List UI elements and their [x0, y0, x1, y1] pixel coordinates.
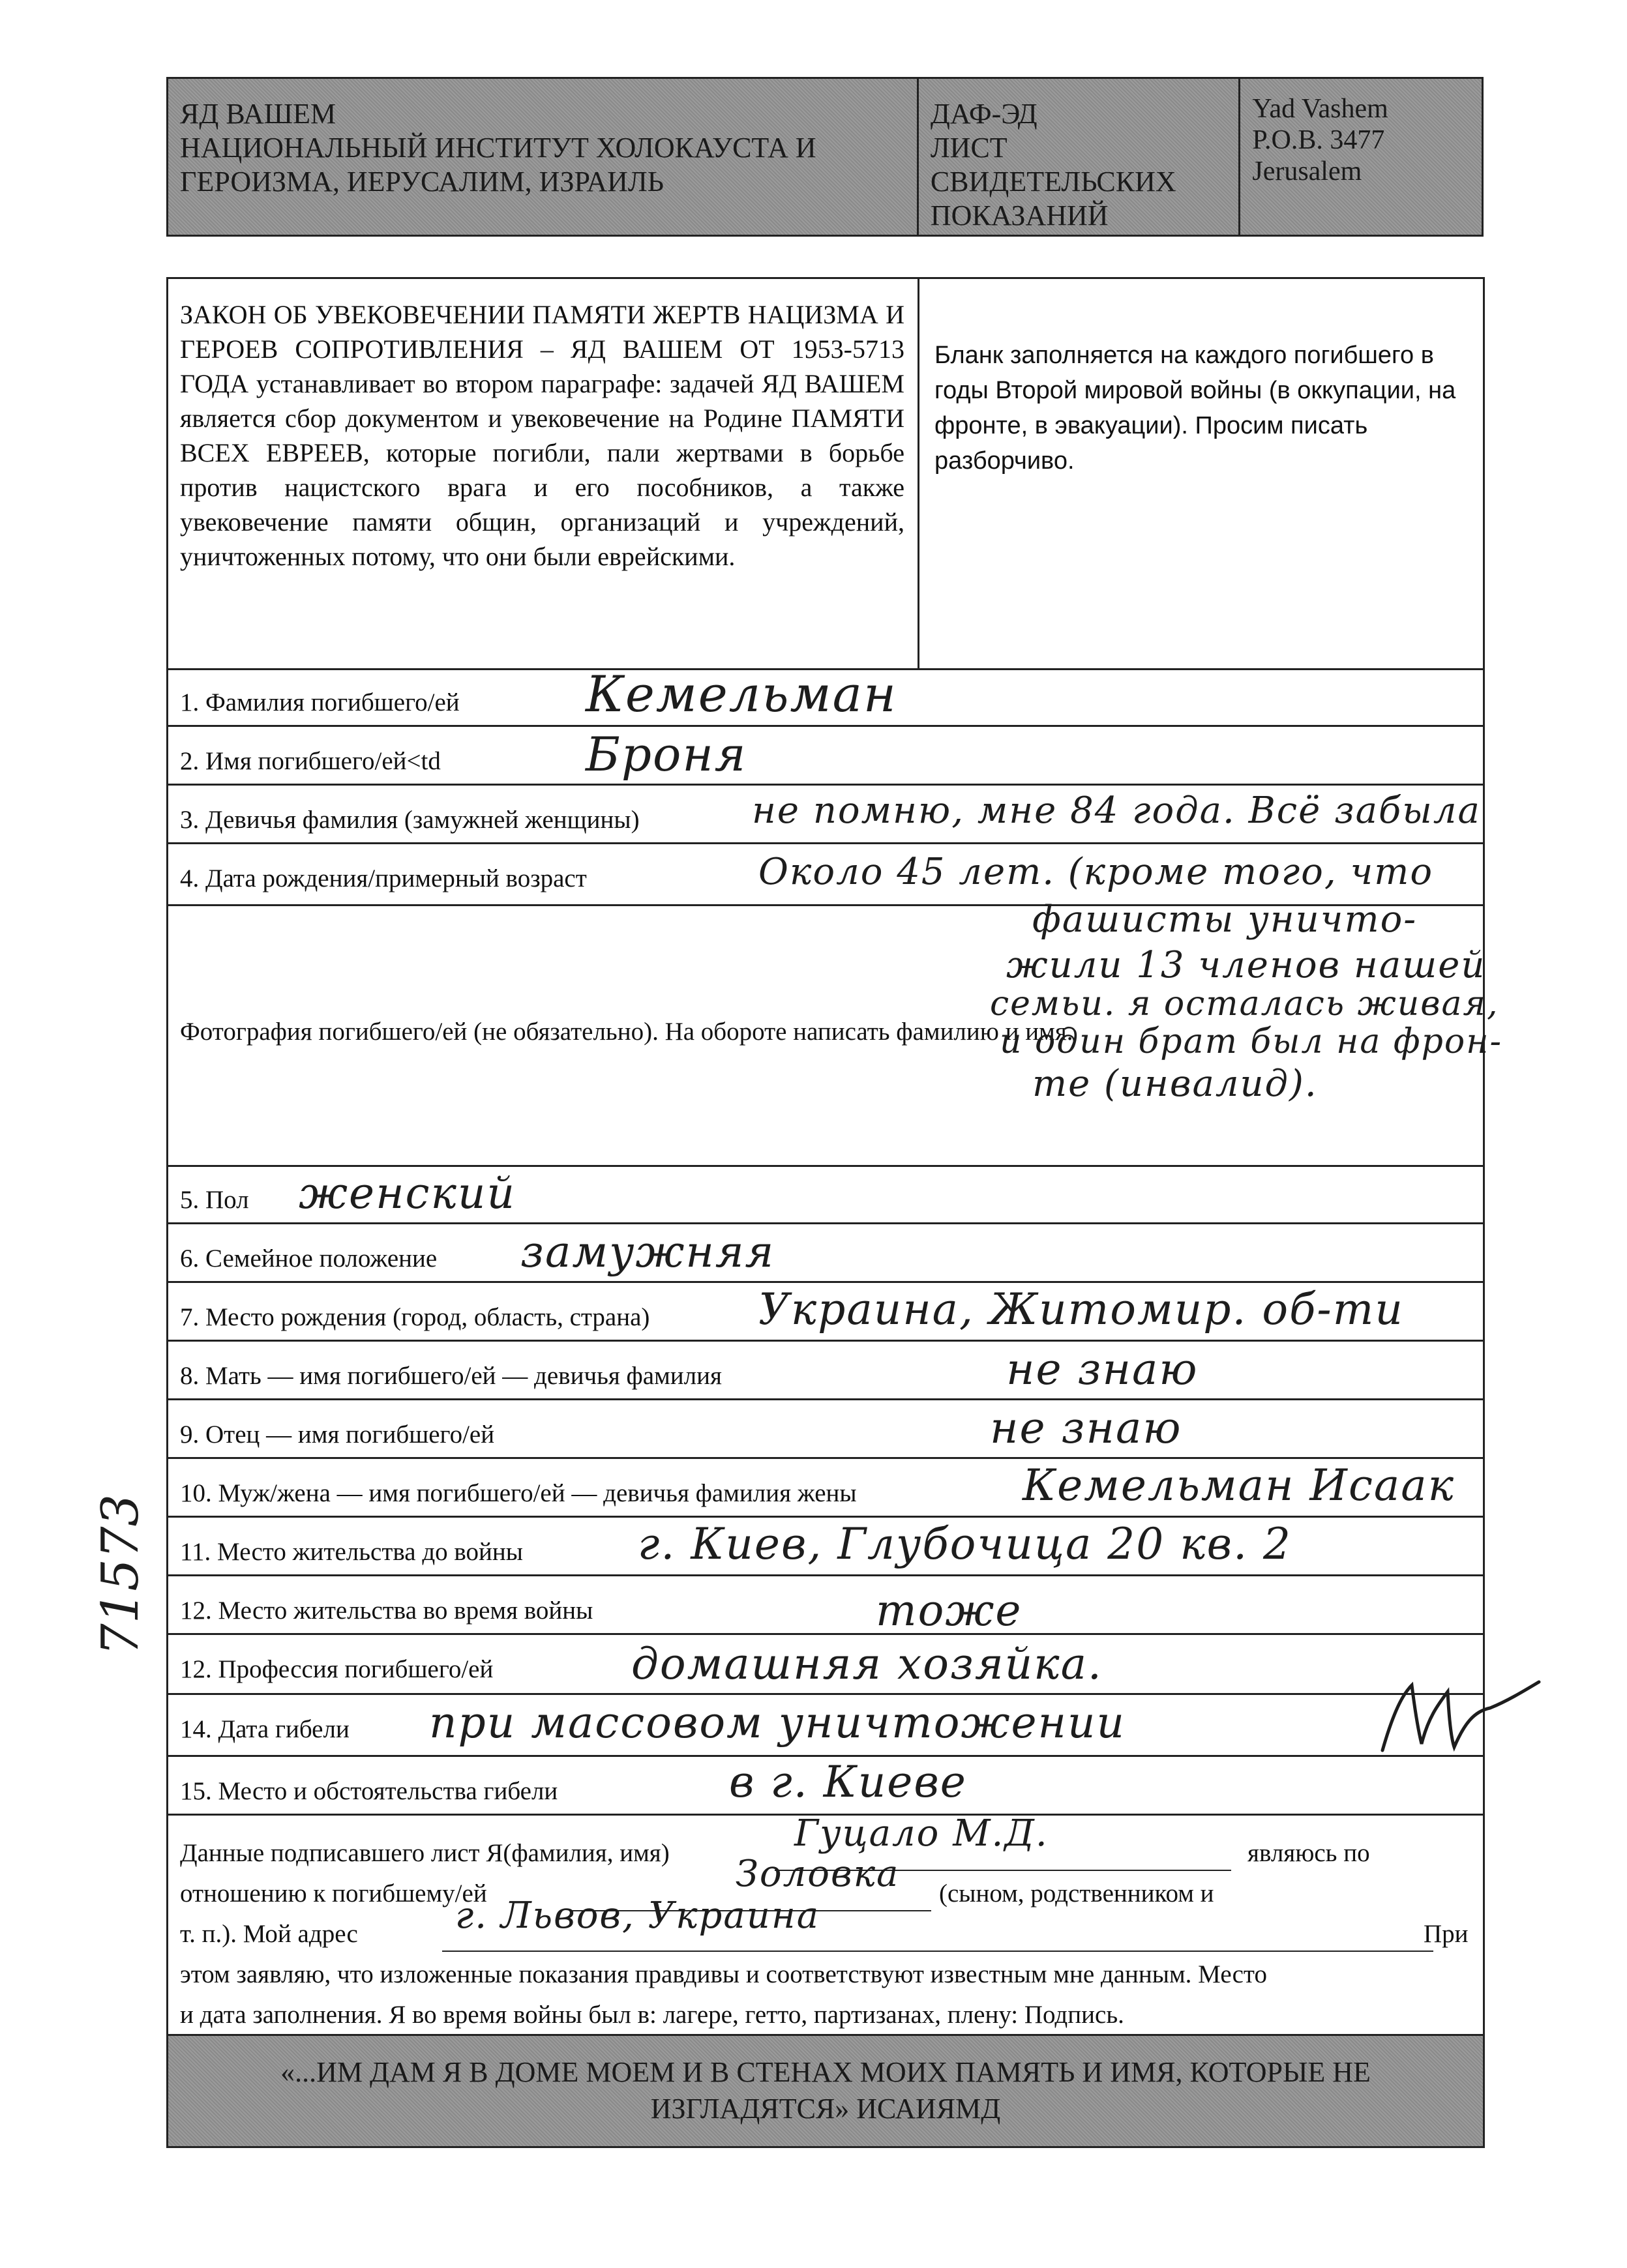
field-label: 15. Место и обстоятельства гибели — [180, 1777, 558, 1805]
signatory-address[interactable]: г. Львов, Украина — [455, 1894, 820, 1937]
signatory-line3-prefix: т. п.). Мой адрес — [180, 1920, 358, 1948]
signatory-declaration: этом заявляю, что изложенные показания правдивы и соответствуют известным мне данным. Место — [180, 1960, 1267, 1988]
field-value[interactable]: тоже — [876, 1585, 1022, 1636]
field-value[interactable]: не помню, мне 84 года. Всё забыла — [752, 789, 1481, 832]
field-label: 1. Фамилия погибшего/ей — [180, 688, 460, 716]
field-value[interactable]: Украина, Житомир. об-ти — [758, 1284, 1404, 1334]
field-row-birthplace — [168, 1283, 1483, 1342]
footer-quote — [168, 2034, 1483, 2146]
signatory-line1-prefix: Данные подписавшего лист Я(фамилия, имя) — [180, 1839, 670, 1867]
field-value-line[interactable]: семьи. я осталась живая, — [990, 984, 1499, 1024]
field-label: 8. Мать — имя погибшего/ей — девичья фамилия — [180, 1362, 722, 1390]
header-org-line: ГЕРОИЗМА, ИЕРУСАЛИМ, ИЗРАИЛЬ — [180, 166, 664, 198]
field-label: 4. Дата рождения/примерный возраст — [180, 864, 587, 892]
field-label: 12. Место жительства во время войны — [180, 1597, 593, 1625]
field-value[interactable]: г. Киев, Глубочица 20 кв. 2 — [638, 1519, 1292, 1569]
field-value[interactable]: замужняя — [520, 1227, 775, 1277]
field-row-first-name — [168, 727, 1483, 786]
header-org-line: НАЦИОНАЛЬНЫЙ ИНСТИТУТ ХОЛОКАУСТА И — [180, 132, 816, 164]
signatory-address-underline — [442, 1951, 1433, 1952]
field-row-birth-date — [168, 844, 1483, 906]
field-label: Фотография погибшего/ей (не обязательно). На обороте написать фамилию и имя. — [180, 1018, 1073, 1046]
field-value[interactable]: в г. Киеве — [729, 1757, 967, 1807]
signatory-line2-suffix: (сыном, родственником и — [939, 1879, 1214, 1907]
field-value-line[interactable]: фашисты уничто- — [1032, 898, 1418, 941]
field-value[interactable]: не знаю — [990, 1403, 1182, 1453]
field-value[interactable]: не знаю — [1006, 1344, 1199, 1394]
field-label: 9. Отец — имя погибшего/ей — [180, 1421, 495, 1449]
header-address-line: Jerusalem — [1252, 156, 1362, 186]
header-address-line: Yad Vashem — [1252, 94, 1388, 124]
header-form-title — [919, 79, 1241, 235]
header-form-line: ЛИСТ — [930, 132, 1008, 164]
field-label: 6. Семейное положение — [180, 1244, 438, 1273]
field-row-surname — [168, 665, 1483, 727]
field-value[interactable]: Кемельман Исаак — [1022, 1460, 1455, 1510]
law-text: ЗАКОН ОБ УВЕКОВЕЧЕНИИ ПАМЯТИ ЖЕРТВ НАЦИЗМА И ГЕРОЕВ СОПРОТИВЛЕНИЯ – ЯД ВАШЕМ ОТ 1953-5713 ГОДА устанавливает во втором параграфе: задачей ЯД ВАШЕМ является сбор документом и увековечение на Родине ПАМЯТИ ВСЕХ ЕВРЕЕВ, которые погибли, пали жертвами в борьбе против нацистского врага и его пособников, а также увековечение памяти общин, организаций и учреждений, уничтоженных потому, что они были еврейскими. — [168, 279, 919, 668]
header-form-line: ДАФ-ЭД — [930, 98, 1037, 130]
field-row-wartime-residence — [168, 1576, 1483, 1635]
field-row-sex — [168, 1167, 1483, 1224]
field-label: 3. Девичья фамилия (замужней женщины) — [180, 806, 640, 834]
field-row-mother — [168, 1342, 1483, 1400]
field-row-maiden-name — [168, 786, 1483, 844]
field-row-spouse — [168, 1459, 1483, 1518]
field-row-prewar-residence — [168, 1518, 1483, 1576]
field-value[interactable]: при массовом уничтожении — [429, 1698, 1126, 1748]
signatory-line1-suffix: являюсь по — [1247, 1839, 1370, 1867]
margin-record-number: 71573 — [91, 1494, 150, 1656]
header-org — [168, 79, 919, 235]
signatory-section — [168, 1812, 1483, 2029]
field-row-photo — [168, 898, 1503, 1167]
field-row-death-place — [168, 1757, 1483, 1816]
header-banner — [166, 77, 1484, 237]
field-label: 2. Имя погибшего/ей<td — [180, 747, 441, 775]
header-address — [1240, 79, 1482, 235]
header-form-line: ПОКАЗАНИЙ — [930, 199, 1109, 231]
field-value-line[interactable]: те (инвалид). — [1032, 1063, 1318, 1105]
field-value-line[interactable]: и один брат был на фрон- — [1000, 1022, 1503, 1061]
field-row-profession — [168, 1635, 1483, 1695]
footer-quote-line: ИЗГЛАДЯТСЯ» ИСАИЯМД — [650, 2093, 1001, 2125]
signatory-name[interactable]: Гуцало М.Д. — [794, 1812, 1049, 1855]
signatory-relation[interactable]: Золовка — [736, 1853, 900, 1895]
field-label: 5. Пол — [180, 1186, 249, 1214]
field-label: 14. Дата гибели — [180, 1715, 350, 1743]
signatory-wartime-status: и дата заполнения. Я во время войны был в: лагере, гетто, партизанах, плену: Подпись. — [180, 2001, 1124, 2029]
field-value-line[interactable]: жили 13 членов нашей — [1006, 944, 1486, 986]
form-body — [166, 277, 1503, 2148]
instructions-text: Бланк заполняется на каждого погибшего в годы Второй мировой войны (в оккупации, на фронте, в эвакуации). Просим писать разборчиво. — [934, 342, 1456, 475]
field-label: 10. Муж/жена — имя погибшего/ей — девичья фамилия жены — [180, 1479, 857, 1507]
intro-section — [168, 279, 1483, 670]
footer-quote-line: «...ИМ ДАМ Я В ДОМЕ МОЕМ И В СТЕНАХ МОИХ ПАМЯТЬ И ИМЯ, КОТОРЫЕ НЕ — [280, 2056, 1371, 2088]
field-label: 12. Профессия погибшего/ей — [180, 1655, 494, 1683]
field-value[interactable]: Около 45 лет. (кроме того, что — [758, 851, 1434, 893]
signatory-line2-prefix: отношению к погибшему/ей — [180, 1879, 487, 1907]
signature-mark — [1376, 1666, 1545, 1763]
field-label: 11. Место жительства до войны — [180, 1538, 524, 1566]
header-address-line: P.O.B. 3477 — [1252, 125, 1385, 155]
field-row-father — [168, 1400, 1483, 1459]
field-row-marital-status — [168, 1224, 1483, 1283]
header-form-line: СВИДЕТЕЛЬСКИХ — [930, 166, 1176, 198]
field-value[interactable]: женский — [299, 1168, 516, 1218]
field-label: 7. Место рождения (город, область, страна) — [180, 1303, 650, 1331]
field-value[interactable]: Кемельман — [586, 665, 897, 723]
field-row-death-date — [168, 1695, 1483, 1757]
header-org-line: ЯД ВАШЕМ — [180, 98, 336, 130]
field-value[interactable]: домашняя хозяйка. — [631, 1639, 1103, 1689]
signatory-line3-suffix: При — [1424, 1920, 1469, 1948]
field-value[interactable]: Броня — [586, 727, 747, 782]
